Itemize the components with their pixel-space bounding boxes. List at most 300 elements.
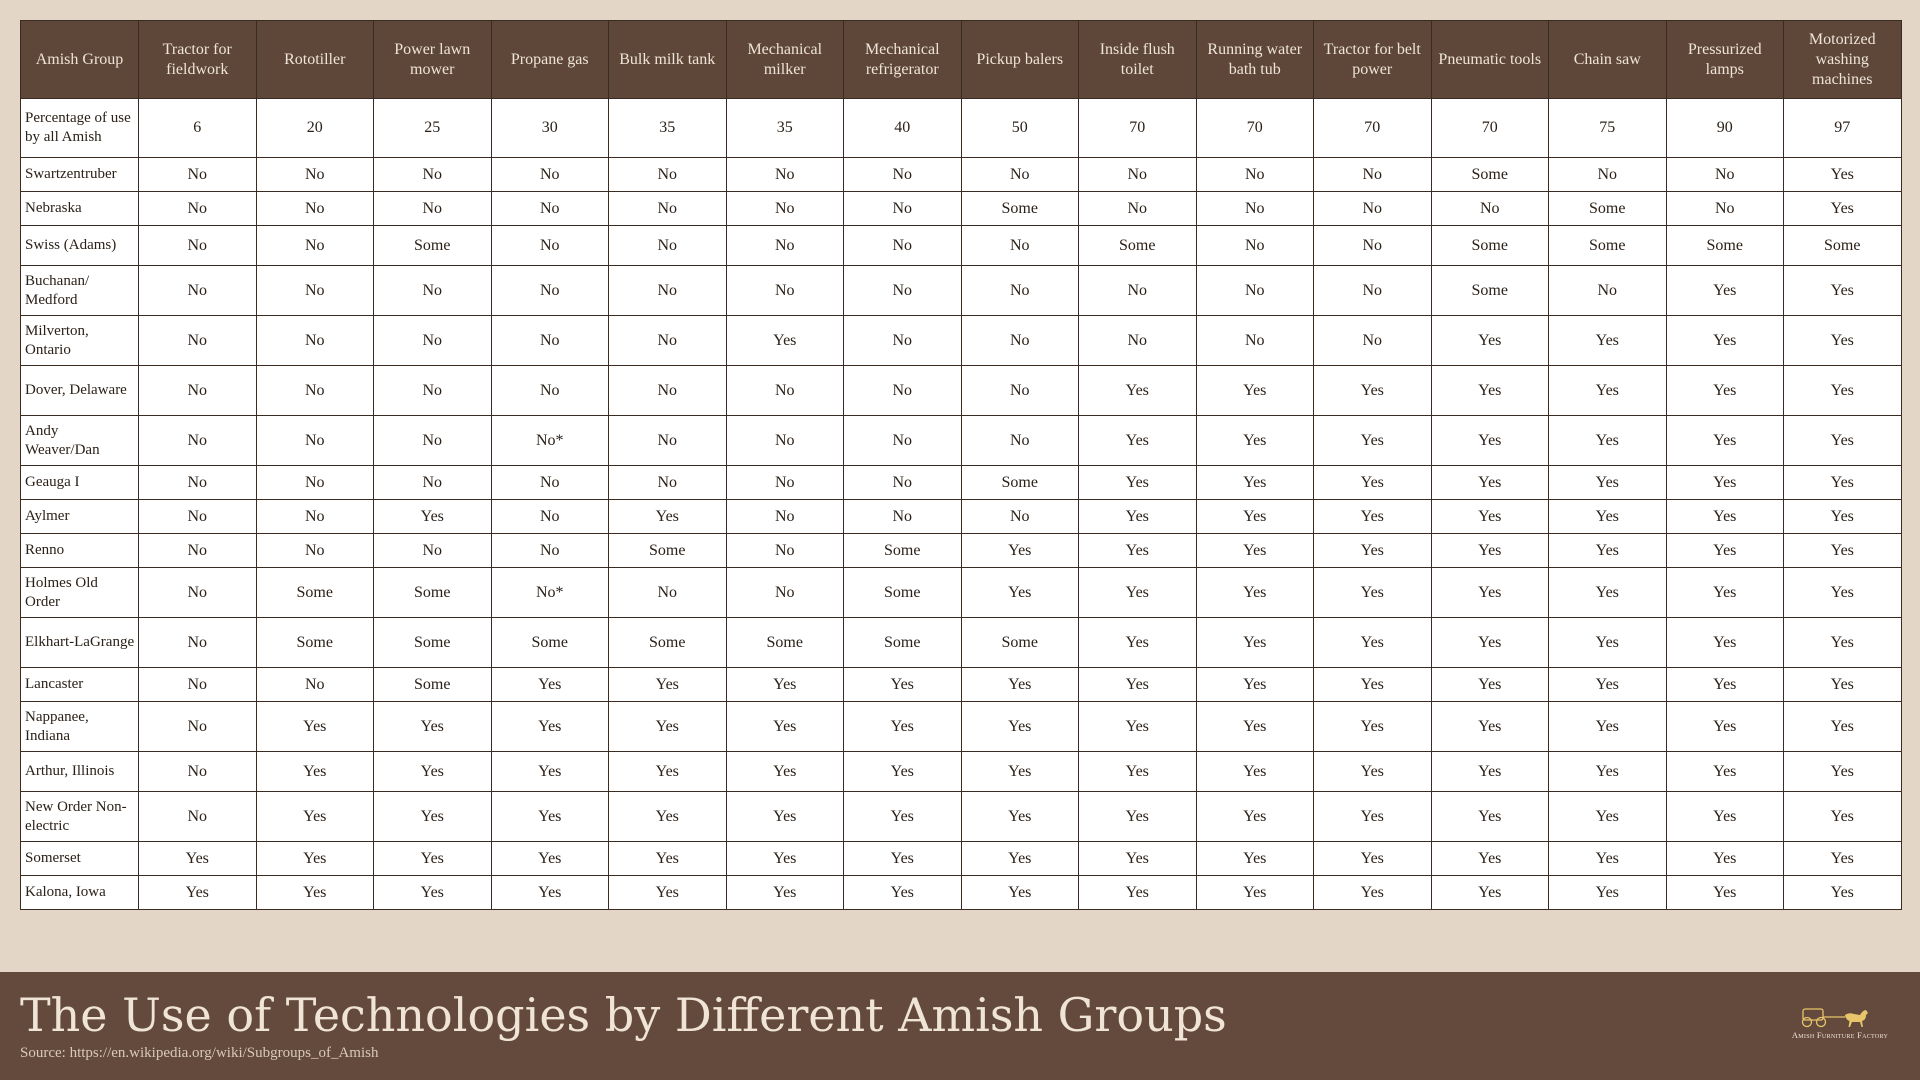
usage-cell: Yes [1314, 752, 1432, 792]
usage-cell: Yes [961, 842, 1079, 876]
usage-cell: Yes [256, 702, 374, 752]
usage-cell: No [726, 266, 844, 316]
usage-cell: No [374, 192, 492, 226]
column-header-bulk-milk-tank: Bulk milk tank [609, 21, 727, 99]
usage-cell: No [491, 534, 609, 568]
usage-cell: Yes [256, 792, 374, 842]
usage-cell: No [609, 266, 727, 316]
percentage-cell: 35 [726, 99, 844, 158]
usage-cell: Yes [1431, 876, 1549, 910]
usage-cell: No [844, 416, 962, 466]
usage-cell: Yes [256, 876, 374, 910]
usage-cell: Yes [1784, 466, 1902, 500]
column-header-rototiller: Rototiller [256, 21, 374, 99]
usage-cell: Some [374, 618, 492, 668]
usage-cell: Some [844, 534, 962, 568]
group-name-cell: Andy Weaver/Dan [21, 416, 139, 466]
page-title: The Use of Technologies by Different Amish Groups [20, 988, 1227, 1042]
usage-cell: Yes [961, 876, 1079, 910]
usage-cell: No [726, 568, 844, 618]
usage-cell: Yes [1549, 466, 1667, 500]
column-header-pneumatic-tools: Pneumatic tools [1431, 21, 1549, 99]
usage-cell: No [609, 366, 727, 416]
horse-buggy-icon [1799, 1006, 1881, 1028]
usage-cell: No [1549, 266, 1667, 316]
usage-cell: No [491, 366, 609, 416]
column-header-motorized-washing-machines: Motorized washing machines [1784, 21, 1902, 99]
usage-cell: Yes [139, 842, 257, 876]
group-name-cell: Nappanee, Indiana [21, 702, 139, 752]
usage-cell: No [961, 266, 1079, 316]
usage-cell: Yes [1196, 792, 1314, 842]
usage-cell: No [726, 466, 844, 500]
usage-cell: Yes [1784, 618, 1902, 668]
usage-cell: No [491, 500, 609, 534]
group-name-cell: Nebraska [21, 192, 139, 226]
group-name-cell: Dover, Delaware [21, 366, 139, 416]
usage-cell: Yes [491, 876, 609, 910]
usage-cell: Yes [1549, 534, 1667, 568]
usage-cell: No [961, 158, 1079, 192]
usage-cell: Yes [1549, 416, 1667, 466]
usage-cell: Yes [1079, 792, 1197, 842]
percentage-cell: 50 [961, 99, 1079, 158]
percentage-cell: 90 [1666, 99, 1784, 158]
usage-cell: Yes [1666, 266, 1784, 316]
usage-cell: No [961, 226, 1079, 266]
group-name-cell: Lancaster [21, 668, 139, 702]
usage-cell: Yes [1079, 842, 1197, 876]
usage-cell: No [1314, 226, 1432, 266]
usage-cell: No [844, 266, 962, 316]
usage-cell: Yes [1784, 366, 1902, 416]
usage-cell: Yes [1784, 500, 1902, 534]
usage-cell: Yes [1431, 842, 1549, 876]
usage-cell: Yes [726, 752, 844, 792]
usage-cell: Yes [844, 876, 962, 910]
usage-cell: Yes [1196, 876, 1314, 910]
usage-cell: Yes [961, 534, 1079, 568]
usage-cell: Yes [1549, 366, 1667, 416]
usage-cell: Yes [726, 792, 844, 842]
percentage-cell: 40 [844, 99, 962, 158]
usage-cell: Yes [1431, 752, 1549, 792]
usage-cell: Yes [374, 702, 492, 752]
usage-cell: No [374, 158, 492, 192]
usage-cell: Yes [1666, 752, 1784, 792]
usage-cell: Some [1431, 266, 1549, 316]
usage-cell: Some [1549, 192, 1667, 226]
usage-cell: No [609, 568, 727, 618]
usage-cell: No [139, 416, 257, 466]
usage-cell: Yes [1431, 618, 1549, 668]
percentage-cell: 30 [491, 99, 609, 158]
usage-cell: Yes [1314, 702, 1432, 752]
group-name-cell: Swartzentruber [21, 158, 139, 192]
usage-cell: No [139, 534, 257, 568]
column-header-amish-group: Amish Group [21, 21, 139, 99]
usage-cell: Some [1431, 226, 1549, 266]
usage-cell: No [726, 416, 844, 466]
usage-cell: Some [1666, 226, 1784, 266]
usage-cell: Some [374, 668, 492, 702]
usage-cell: No [374, 466, 492, 500]
usage-cell: Yes [1431, 466, 1549, 500]
usage-cell: Yes [1431, 416, 1549, 466]
usage-cell: No [609, 226, 727, 266]
usage-cell: Yes [1666, 702, 1784, 752]
usage-cell: Yes [1079, 752, 1197, 792]
percentage-cell: 70 [1196, 99, 1314, 158]
table-row [21, 668, 1902, 702]
table-row [21, 316, 1902, 366]
usage-cell: No [961, 416, 1079, 466]
usage-cell: Some [844, 618, 962, 668]
usage-cell: Yes [726, 876, 844, 910]
percentage-cell: 6 [139, 99, 257, 158]
usage-cell: Yes [1196, 752, 1314, 792]
usage-cell: Yes [256, 752, 374, 792]
usage-cell: Yes [609, 842, 727, 876]
usage-cell: No [609, 466, 727, 500]
usage-cell: Yes [1079, 466, 1197, 500]
usage-cell: Yes [1431, 366, 1549, 416]
usage-cell: Yes [1666, 842, 1784, 876]
column-header-tractor-for-fieldwork: Tractor for fieldwork [139, 21, 257, 99]
table-row [21, 366, 1902, 416]
usage-cell: Some [491, 618, 609, 668]
usage-cell: No [256, 266, 374, 316]
usage-cell: No [1079, 158, 1197, 192]
usage-cell: No [139, 792, 257, 842]
usage-cell: Yes [1549, 618, 1667, 668]
usage-cell: No [139, 192, 257, 226]
usage-cell: No [256, 158, 374, 192]
percentage-cell: 25 [374, 99, 492, 158]
usage-cell: Yes [961, 792, 1079, 842]
usage-cell: Yes [1549, 876, 1667, 910]
usage-cell: Yes [1314, 500, 1432, 534]
usage-cell: No [844, 466, 962, 500]
usage-cell: No [374, 266, 492, 316]
usage-cell: No [1314, 266, 1432, 316]
usage-cell: No [1196, 192, 1314, 226]
table-row [21, 158, 1902, 192]
usage-cell: No [491, 192, 609, 226]
group-name-cell: Renno [21, 534, 139, 568]
usage-cell: No [726, 534, 844, 568]
usage-cell: Yes [609, 500, 727, 534]
usage-cell: Yes [374, 876, 492, 910]
usage-cell: No [961, 316, 1079, 366]
usage-cell: Yes [1784, 158, 1902, 192]
usage-cell: No [844, 366, 962, 416]
usage-cell: Yes [1079, 534, 1197, 568]
usage-cell: Yes [1079, 668, 1197, 702]
usage-cell: Yes [1196, 500, 1314, 534]
column-header-tractor-for-belt-power: Tractor for belt power [1314, 21, 1432, 99]
usage-cell: No [491, 158, 609, 192]
usage-cell: No [139, 618, 257, 668]
group-name-cell: Geauga I [21, 466, 139, 500]
usage-cell: Some [1079, 226, 1197, 266]
usage-cell: Yes [726, 702, 844, 752]
usage-cell: No [491, 266, 609, 316]
percentage-row [21, 99, 1902, 158]
usage-cell: Yes [1431, 534, 1549, 568]
usage-cell: No [374, 416, 492, 466]
usage-cell: Some [374, 226, 492, 266]
usage-cell: Yes [1079, 568, 1197, 618]
usage-cell: Yes [1431, 668, 1549, 702]
usage-cell: Yes [1666, 876, 1784, 910]
table-row [21, 792, 1902, 842]
usage-cell: Yes [844, 752, 962, 792]
usage-cell: Yes [1666, 466, 1784, 500]
usage-cell: Some [256, 618, 374, 668]
usage-cell: Yes [844, 792, 962, 842]
usage-cell: No [256, 500, 374, 534]
usage-cell: Yes [1314, 792, 1432, 842]
usage-cell: Some [256, 568, 374, 618]
usage-cell: No [139, 466, 257, 500]
usage-cell: No [139, 316, 257, 366]
usage-cell: No [609, 416, 727, 466]
usage-cell: No [256, 366, 374, 416]
usage-cell: Yes [844, 842, 962, 876]
table-header-row [21, 21, 1902, 99]
usage-cell: Yes [1314, 842, 1432, 876]
percentage-cell: 70 [1431, 99, 1549, 158]
usage-cell: No [609, 158, 727, 192]
usage-cell: No [1666, 192, 1784, 226]
usage-cell: No [139, 568, 257, 618]
usage-cell: Yes [1314, 876, 1432, 910]
usage-cell: Yes [1431, 568, 1549, 618]
usage-cell: Yes [1196, 534, 1314, 568]
usage-cell: Yes [1666, 568, 1784, 618]
column-header-propane-gas: Propane gas [491, 21, 609, 99]
usage-cell: Yes [1431, 500, 1549, 534]
usage-cell: Yes [1784, 752, 1902, 792]
group-name-cell: Elkhart-LaGrange [21, 618, 139, 668]
table-row [21, 192, 1902, 226]
usage-cell: Some [844, 568, 962, 618]
usage-cell: Yes [1666, 366, 1784, 416]
usage-cell: Yes [1784, 316, 1902, 366]
usage-cell: No [256, 226, 374, 266]
table-row [21, 534, 1902, 568]
usage-cell: Yes [961, 752, 1079, 792]
percentage-label: Percentage of use by all Amish [21, 99, 139, 158]
usage-cell: Yes [1196, 366, 1314, 416]
logo-text: Amish Furniture Factory [1791, 1030, 1889, 1040]
usage-cell: No* [491, 416, 609, 466]
usage-cell: No [139, 366, 257, 416]
usage-cell: No [256, 668, 374, 702]
usage-cell: No [256, 534, 374, 568]
usage-cell: Some [961, 618, 1079, 668]
usage-cell: No [726, 192, 844, 226]
usage-cell: No [1196, 158, 1314, 192]
table-row [21, 618, 1902, 668]
usage-cell: No [374, 534, 492, 568]
technology-table-container [20, 20, 1900, 910]
usage-cell: No [491, 466, 609, 500]
usage-cell: Yes [609, 702, 727, 752]
table-row [21, 842, 1902, 876]
usage-cell: No [961, 500, 1079, 534]
usage-cell: No [1549, 158, 1667, 192]
usage-cell: Yes [1666, 500, 1784, 534]
usage-cell: No [844, 226, 962, 266]
usage-cell: Yes [491, 668, 609, 702]
usage-cell: Yes [1079, 702, 1197, 752]
usage-cell: Yes [726, 316, 844, 366]
usage-cell: Some [1431, 158, 1549, 192]
column-header-running-water-bath-tub: Running water bath tub [1196, 21, 1314, 99]
usage-cell: No [139, 500, 257, 534]
usage-cell: No [139, 668, 257, 702]
usage-cell: Some [961, 192, 1079, 226]
usage-cell: Yes [961, 568, 1079, 618]
percentage-cell: 75 [1549, 99, 1667, 158]
usage-cell: No [844, 192, 962, 226]
group-name-cell: Holmes Old Order [21, 568, 139, 618]
group-name-cell: Milverton, Ontario [21, 316, 139, 366]
usage-cell: Yes [1666, 416, 1784, 466]
table-body [21, 99, 1902, 910]
usage-cell: Yes [1666, 792, 1784, 842]
usage-cell: Yes [1196, 416, 1314, 466]
usage-cell: Yes [374, 842, 492, 876]
usage-cell: No [1196, 316, 1314, 366]
usage-cell: Yes [1431, 792, 1549, 842]
group-name-cell: Buchanan/ Medford [21, 266, 139, 316]
usage-cell: Yes [844, 668, 962, 702]
column-header-pressurized-lamps: Pressurized lamps [1666, 21, 1784, 99]
usage-cell: Yes [844, 702, 962, 752]
usage-cell: No [726, 366, 844, 416]
usage-cell: No [256, 192, 374, 226]
usage-cell: Yes [1666, 618, 1784, 668]
usage-cell: No [139, 266, 257, 316]
usage-cell: Yes [1784, 266, 1902, 316]
usage-cell: No [726, 226, 844, 266]
table-row [21, 416, 1902, 466]
usage-cell: Yes [1549, 792, 1667, 842]
usage-cell: Yes [1784, 668, 1902, 702]
usage-cell: No [139, 752, 257, 792]
usage-cell: Yes [1549, 752, 1667, 792]
usage-cell: Some [609, 534, 727, 568]
usage-cell: No [256, 316, 374, 366]
usage-cell: Yes [491, 842, 609, 876]
usage-cell: Yes [1314, 534, 1432, 568]
percentage-cell: 97 [1784, 99, 1902, 158]
usage-cell: Some [374, 568, 492, 618]
usage-cell: No [491, 316, 609, 366]
usage-cell: No [609, 192, 727, 226]
usage-cell: Yes [726, 668, 844, 702]
usage-cell: No [726, 158, 844, 192]
usage-cell: Yes [1431, 702, 1549, 752]
technology-usage-table [20, 20, 1902, 910]
usage-cell: Yes [1549, 668, 1667, 702]
usage-cell: Yes [1079, 876, 1197, 910]
column-header-chain-saw: Chain saw [1549, 21, 1667, 99]
percentage-cell: 70 [1079, 99, 1197, 158]
usage-cell: Yes [1784, 416, 1902, 466]
column-header-power-lawn-mower: Power lawn mower [374, 21, 492, 99]
usage-cell: Yes [1196, 842, 1314, 876]
usage-cell: Yes [139, 876, 257, 910]
percentage-cell: 20 [256, 99, 374, 158]
usage-cell: No [1196, 226, 1314, 266]
usage-cell: Yes [961, 702, 1079, 752]
usage-cell: No [1314, 316, 1432, 366]
usage-cell: Yes [1314, 568, 1432, 618]
usage-cell: No [374, 366, 492, 416]
usage-cell: Yes [609, 792, 727, 842]
usage-cell: Yes [491, 702, 609, 752]
usage-cell: Yes [1549, 568, 1667, 618]
usage-cell: Yes [1314, 618, 1432, 668]
group-name-cell: Arthur, Illinois [21, 752, 139, 792]
usage-cell: Yes [1079, 500, 1197, 534]
group-name-cell: Somerset [21, 842, 139, 876]
usage-cell: No [1314, 192, 1432, 226]
usage-cell: Yes [1666, 316, 1784, 366]
usage-cell: Yes [1549, 702, 1667, 752]
usage-cell: No [1079, 266, 1197, 316]
usage-cell: Yes [374, 752, 492, 792]
usage-cell: Yes [1314, 366, 1432, 416]
usage-cell: Yes [609, 668, 727, 702]
usage-cell: No [1431, 192, 1549, 226]
usage-cell: Yes [491, 792, 609, 842]
usage-cell: Yes [1079, 618, 1197, 668]
usage-cell: Yes [1196, 618, 1314, 668]
usage-cell: Some [609, 618, 727, 668]
column-header-inside-flush-toilet: Inside flush toilet [1079, 21, 1197, 99]
usage-cell: No [256, 466, 374, 500]
usage-cell: No [726, 500, 844, 534]
table-row [21, 702, 1902, 752]
usage-cell: Yes [1431, 316, 1549, 366]
source-citation: Source: https://en.wikipedia.org/wiki/Subgroups_of_Amish [20, 1045, 379, 1061]
group-name-cell: Swiss (Adams) [21, 226, 139, 266]
usage-cell: Yes [1196, 702, 1314, 752]
usage-cell: No [844, 500, 962, 534]
usage-cell: Yes [1666, 534, 1784, 568]
usage-cell: Yes [1314, 416, 1432, 466]
usage-cell: Yes [1549, 500, 1667, 534]
group-name-cell: New Order Non-electric [21, 792, 139, 842]
brand-logo [1790, 1006, 1890, 1040]
usage-cell: No [961, 366, 1079, 416]
usage-cell: Some [1549, 226, 1667, 266]
usage-cell: Yes [1196, 668, 1314, 702]
column-header-pickup-balers: Pickup balers [961, 21, 1079, 99]
usage-cell: Yes [1314, 668, 1432, 702]
usage-cell: Yes [1196, 466, 1314, 500]
usage-cell: Yes [1784, 192, 1902, 226]
usage-cell: Yes [256, 842, 374, 876]
usage-cell: Yes [1784, 534, 1902, 568]
usage-cell: Yes [1784, 568, 1902, 618]
usage-cell: Yes [609, 752, 727, 792]
